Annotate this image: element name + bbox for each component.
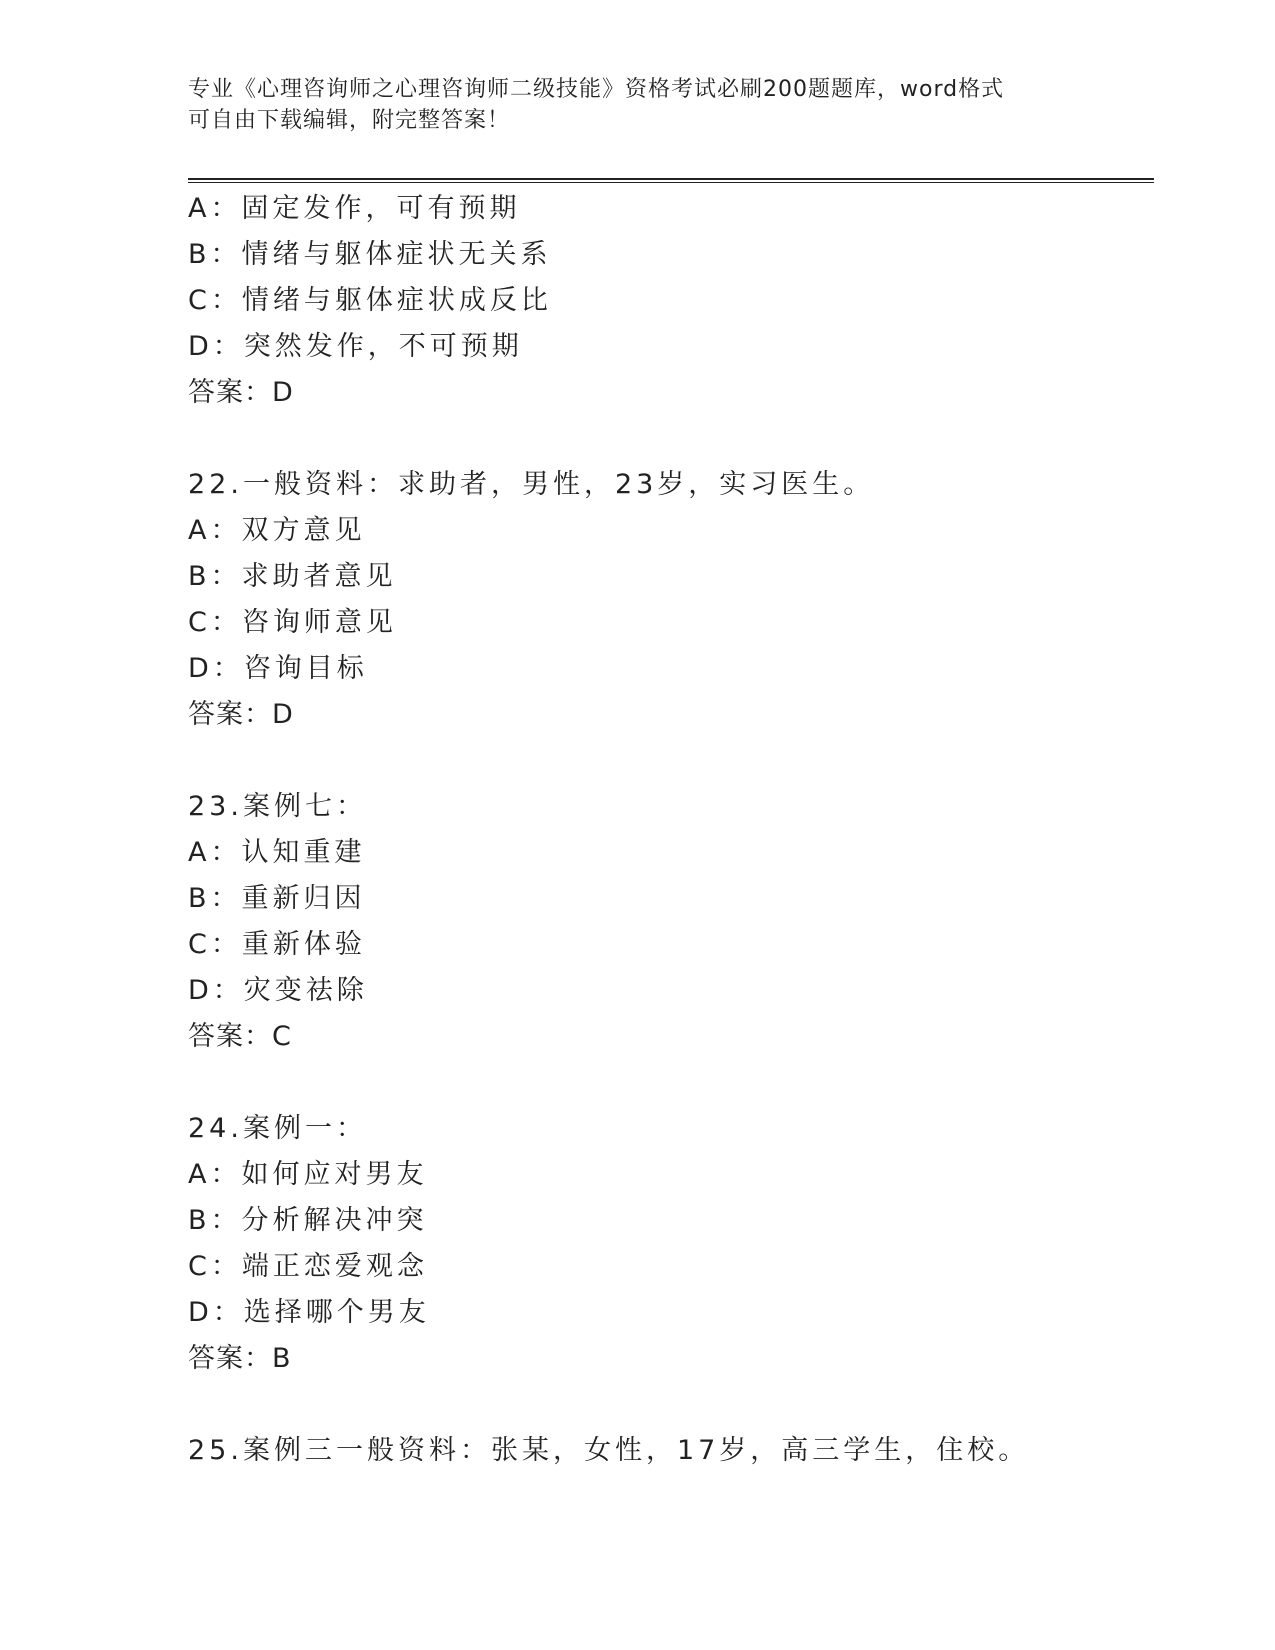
option-a: A：认知重建 xyxy=(188,837,366,868)
spacer xyxy=(188,1060,1148,1106)
spacer xyxy=(188,1382,1148,1428)
header-line-2: 可自由下载编辑，附完整答案！ xyxy=(188,108,511,133)
answer: 答案：B xyxy=(188,1343,292,1374)
option-a: A：双方意见 xyxy=(188,515,366,546)
option-d: D：灾变祛除 xyxy=(188,975,368,1006)
question-25 xyxy=(188,1428,1148,1474)
spacer xyxy=(188,738,1148,784)
option-d: D：选择哪个男友 xyxy=(188,1297,430,1328)
question-text: 24.案例一： xyxy=(188,1113,367,1144)
option-b: B：重新归因 xyxy=(188,883,366,914)
option-b: B：分析解决冲突 xyxy=(188,1205,428,1236)
question-22 xyxy=(188,462,1148,738)
option-d: D：咨询目标 xyxy=(188,653,368,684)
question-24 xyxy=(188,1106,1148,1382)
option-c: C：咨询师意见 xyxy=(188,607,397,638)
answer: 答案：D xyxy=(188,699,294,730)
question-text: 22.一般资料：求助者，男性，23岁，实习医生。 xyxy=(188,469,875,500)
option-c: C：端正恋爱观念 xyxy=(188,1251,428,1282)
question-list xyxy=(188,186,1148,1474)
option-c: C：重新体验 xyxy=(188,929,366,960)
question-21 xyxy=(188,186,1148,416)
answer: 答案：D xyxy=(188,377,294,408)
option-b: B：求助者意见 xyxy=(188,561,397,592)
option-c: C：情绪与躯体症状成反比 xyxy=(188,285,552,316)
option-b: B：情绪与躯体症状无关系 xyxy=(188,239,552,270)
header-rule-thin xyxy=(188,182,1154,183)
option-a: A：如何应对男友 xyxy=(188,1159,428,1190)
option-d: D：突然发作，不可预期 xyxy=(188,331,523,362)
spacer xyxy=(188,416,1148,462)
question-text: 23.案例七： xyxy=(188,791,367,822)
option-a: A：固定发作，可有预期 xyxy=(188,193,521,224)
question-23 xyxy=(188,784,1148,1060)
header-line-1: 专业《心理咨询师之心理咨询师二级技能》资格考试必刷200题题库，word格式 xyxy=(188,77,1005,102)
answer: 答案：C xyxy=(188,1021,292,1052)
question-text: 25.案例三一般资料：张某，女性，17岁，高三学生，住校。 xyxy=(188,1435,1030,1466)
document-header xyxy=(188,74,1068,136)
header-rule-thick xyxy=(188,178,1154,180)
